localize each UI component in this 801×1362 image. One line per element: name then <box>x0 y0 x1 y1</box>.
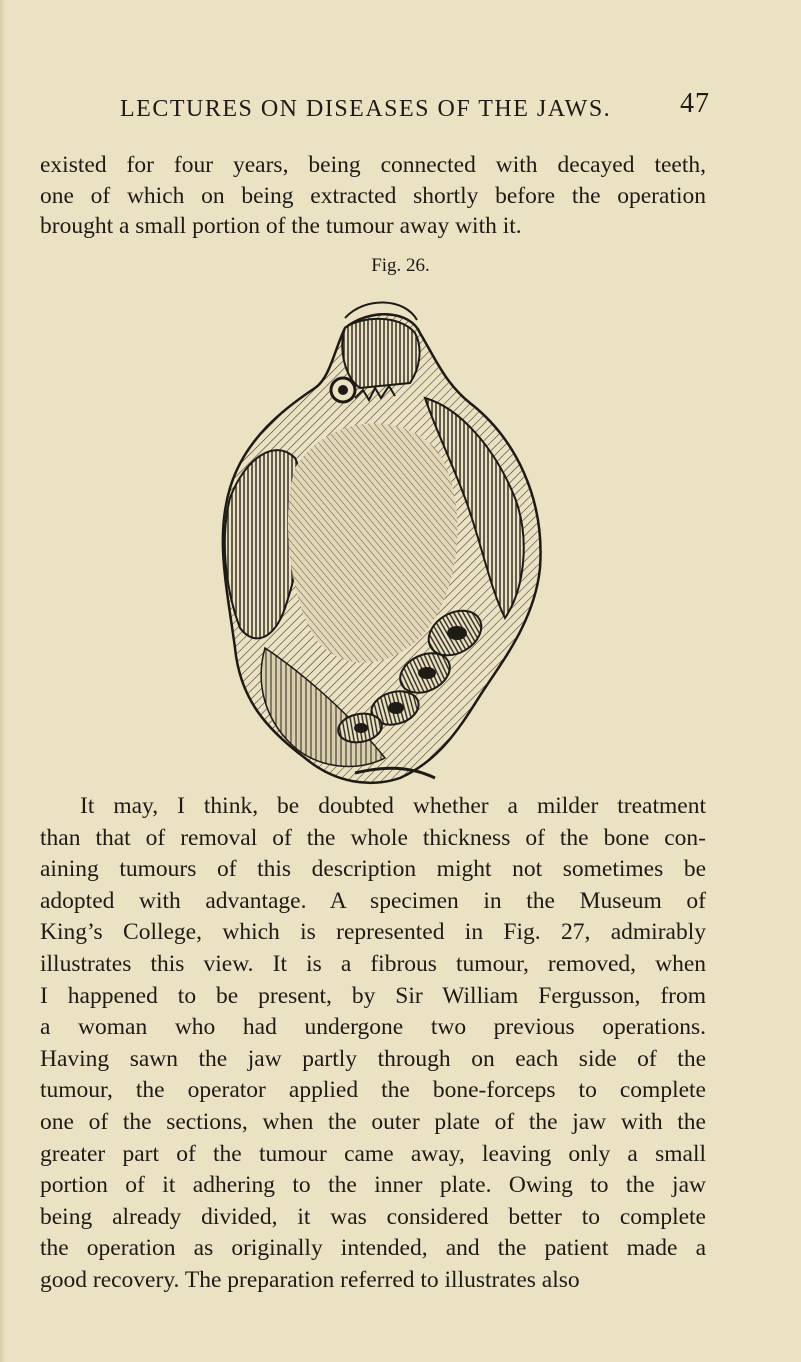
text-line: greater part of the tumour came away, leaving only a small <box>40 1140 706 1167</box>
text-line: It may, I think, be doubted whether a milder treatment <box>80 793 706 819</box>
text-line: Having sawn the jaw partly through on each side of the <box>40 1045 706 1072</box>
text-line: portion of it adhering to the inner plate. Owing to the jaw <box>40 1172 706 1199</box>
text-line: existed for four years, being connected with decayed teeth, <box>40 152 706 178</box>
text-line: illustrates this view. It is a fibrous tumour, removed, when <box>40 950 706 977</box>
text-line: brought a small portion of the tumour away with it. <box>40 213 522 239</box>
text-line: King’s College, which is represented in Fig. 27, admirably <box>40 919 706 946</box>
text-line: one of the sections, when the outer plate of the jaw with the <box>40 1108 706 1135</box>
paragraph-1 <box>40 150 706 242</box>
page-number: 47 <box>680 88 710 119</box>
running-title: LECTURES ON DISEASES OF THE JAWS. <box>120 96 612 122</box>
text-line: than that of removal of the whole thickness of the bone con- <box>40 824 706 851</box>
text-line: good recovery. The preparation referred to illustrates also <box>40 1266 580 1293</box>
running-header <box>120 88 710 128</box>
text-line: the operation as originally intended, and the patient made a <box>40 1235 706 1262</box>
text-line: adopted with advantage. A specimen in the Museum of <box>40 887 706 914</box>
paragraph-2 <box>40 791 706 1297</box>
figure-caption: Fig. 26. <box>371 255 430 276</box>
text-line: being already divided, it was considered better to complete <box>40 1203 706 1230</box>
page-edge <box>0 0 6 1362</box>
text-line: one of which on being extracted shortly before the operation <box>40 182 706 209</box>
text-line: I happened to be present, by Sir William Fergusson, from <box>40 982 706 1009</box>
jaw-tumour-illustration <box>195 288 555 788</box>
text-line: a woman who had undergone two previous operations. <box>40 1014 706 1041</box>
text-line: aining tumours of this description might not sometimes be <box>40 856 706 883</box>
text-line: tumour, the operator applied the bone-forceps to complete <box>40 1077 706 1104</box>
